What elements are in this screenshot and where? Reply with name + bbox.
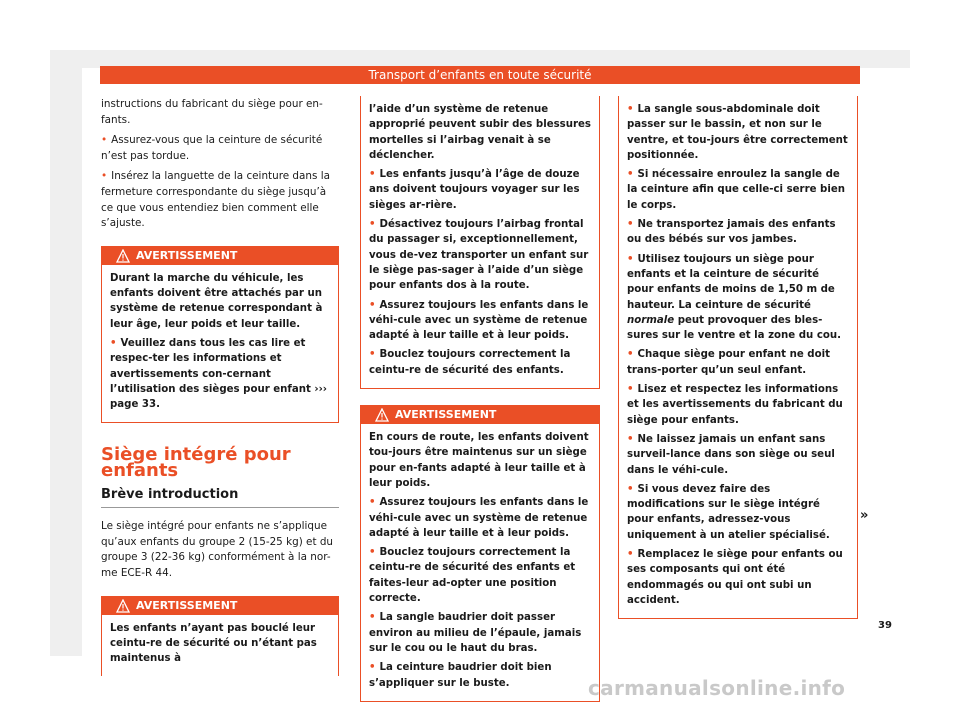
column-1: [101, 97, 339, 676]
warning-bullet-text: Si vous devez faire des modifications sur le siège intégré pour enfants, adressez-vous uniquement à un atelier spécialisé.: [627, 483, 830, 541]
warning-bullet-text: Désactivez toujours l’airbag frontal du passager si, exceptionnellement, vous de-vez transporter un enfant sur le siège pas-sager à l’aide d’un siège pour enfants dos à la route.: [369, 219, 589, 292]
warning-bullet-text: Bouclez toujours correctement la ceintu-re de sécurité des enfants et faites-leur ad-opter une position correcte.: [369, 547, 576, 605]
warning-bullet-text: Si nécessaire enroulez la sangle de la ceinture afin que celle-ci serre bien le corps.: [627, 169, 846, 211]
warning-bullet: [369, 495, 591, 541]
warning-box-continued: [360, 96, 600, 389]
bullet-item: [101, 133, 339, 164]
warning-bullet-text: Ne laissez jamais un enfant sans surveil-lance dans son siège ou seul dans le véhi-cule.: [627, 433, 835, 476]
warning-bullet: [627, 347, 849, 378]
warning-box: [101, 596, 339, 677]
warning-bullet: [627, 217, 849, 248]
warning-header: [361, 406, 599, 424]
warning-bullet: [369, 298, 591, 344]
warning-bullet: [627, 432, 849, 478]
column-2: [360, 96, 600, 702]
page-reference-link[interactable]: ››› page 33.: [110, 383, 328, 411]
warning-bullet: [369, 167, 591, 213]
subsection-title: Brève introduction: [101, 487, 339, 509]
warning-title: AVERTISSEMENT: [136, 598, 238, 612]
warning-bullet-text: Utilisez toujours un siège pour enfants et la ceinture de sécurité pour enfants de moins de 1,50 m de hauteur. La ceinture de sécurité: [627, 253, 835, 311]
warning-triangle-icon: [375, 408, 389, 422]
page-number: 39: [878, 620, 892, 631]
column-3: [618, 96, 858, 619]
warning-bullet: [627, 102, 849, 163]
warning-text: l’aide d’un système de retenue approprié peuvent subir des blessures mortelles si l’airbag venait à se déclencher.: [369, 104, 591, 161]
warning-bullet: [627, 547, 849, 608]
warning-bullet-text: La ceinture baudrier doit bien s’appliquer sur le buste.: [369, 662, 552, 689]
warning-bullet: [369, 610, 591, 656]
warning-bullet: [369, 660, 591, 691]
warning-bullet-text: Veuillez dans tous les cas lire et respec-ter les informations et avertissements con-cernant l’utilisation des sièges pour enfant: [110, 337, 311, 395]
warning-bullet-text: Ne transportez jamais des enfants ou des bébés sur vos jambes.: [627, 219, 836, 246]
warning-header: [102, 247, 338, 265]
warning-bullet-text: Chaque siège pour enfant ne doit trans-porter qu’un seul enfant.: [627, 349, 830, 376]
warning-bullet-text: Remplacez le siège pour enfants ou ses composants qui ont été endommagés ou qui ont subi un accident.: [627, 549, 843, 606]
section-title: Siège intégré pour enfants: [101, 444, 291, 482]
warning-bullet-text: La sangle sous-abdominale doit passer sur le bassin, et non sur le ventre, et tou-jours être correctement positionnée.: [627, 104, 848, 161]
continued-mark: »: [860, 508, 869, 523]
warning-title: AVERTISSEMENT: [136, 248, 238, 262]
warning-triangle-icon: [116, 599, 130, 613]
warning-bullet-text: peut provoquer des bles-sures sur le ventre et la zone du cou.: [627, 314, 841, 342]
bullet-text: Assurez-vous que la ceinture de sécurité n’est pas tordue.: [101, 134, 323, 162]
warning-text: En cours de route, les enfants doivent tou-jours être maintenus sur un siège pour en-fants adapté à leur taille et à leur poids.: [369, 432, 589, 489]
warning-title: AVERTISSEMENT: [395, 408, 497, 422]
warning-box: [360, 405, 600, 702]
warning-text: Les enfants n’ayant pas bouclé leur ceintu-re de sécurité ou n’étant pas maintenus à: [110, 622, 317, 665]
warning-box-continued: [618, 96, 858, 619]
bullet-item: [101, 169, 339, 231]
warning-box: [101, 246, 339, 424]
warning-triangle-icon: [116, 249, 130, 263]
warning-bullet: [369, 347, 591, 378]
warning-bullet-text: Assurez toujours les enfants dans le véhi-cule avec un système de retenue adapté à leur taille et à leur poids.: [369, 299, 589, 342]
paragraph: Le siège intégré pour enfants ne s’applique qu’aux enfants du groupe 2 (15-25 kg) et du groupe 3 (22-36 kg) conformément à la nor-me ECE-R 44.: [101, 520, 334, 579]
warning-bullet: [627, 167, 849, 213]
warning-bullet-text: Bouclez toujours correctement la ceintu-re de sécurité des enfants.: [369, 349, 571, 376]
warning-bullet: [627, 252, 849, 344]
warning-bullet-text: Assurez toujours les enfants dans le véhi-cule avec un système de retenue adapté à leur taille et à leur poids.: [369, 497, 589, 539]
warning-bullet-text: La sangle baudrier doit passer environ au milieu de l’épaule, jamais sur le cou ou le haut du bras.: [369, 612, 582, 654]
warning-text: Durant la marche du véhicule, les enfants doivent être attachés par un système de retenue correspondant à leur âge, leur poids et leur taille.: [110, 272, 323, 330]
page-header: Transport d’enfants en toute sécurité: [100, 66, 860, 84]
paragraph: instructions du fabricant du siège pour en-fants.: [101, 98, 323, 126]
watermark: carmanualsonline.info: [588, 676, 846, 700]
warning-bullet: [369, 217, 591, 293]
bullet-text: Insérez la languette de la ceinture dans la fermeture correspondante du siège jusqu’à ce que vous entendiez bien comment elle s’ajuste.: [101, 170, 330, 230]
warning-bullet-text: Lisez et respectez les informations et les avertissements du fabricant du siège pour enfants.: [627, 384, 843, 426]
emphasis-text: normale: [627, 314, 675, 326]
warning-bullet: [627, 382, 849, 428]
warning-bullet: [627, 482, 849, 543]
warning-bullet-text: Les enfants jusqu’à l’âge de douze ans doivent toujours voyager sur les sièges ar-rière.: [369, 169, 580, 211]
warning-header: [102, 597, 338, 615]
warning-bullet: [369, 545, 591, 606]
warning-bullet: [110, 336, 330, 412]
